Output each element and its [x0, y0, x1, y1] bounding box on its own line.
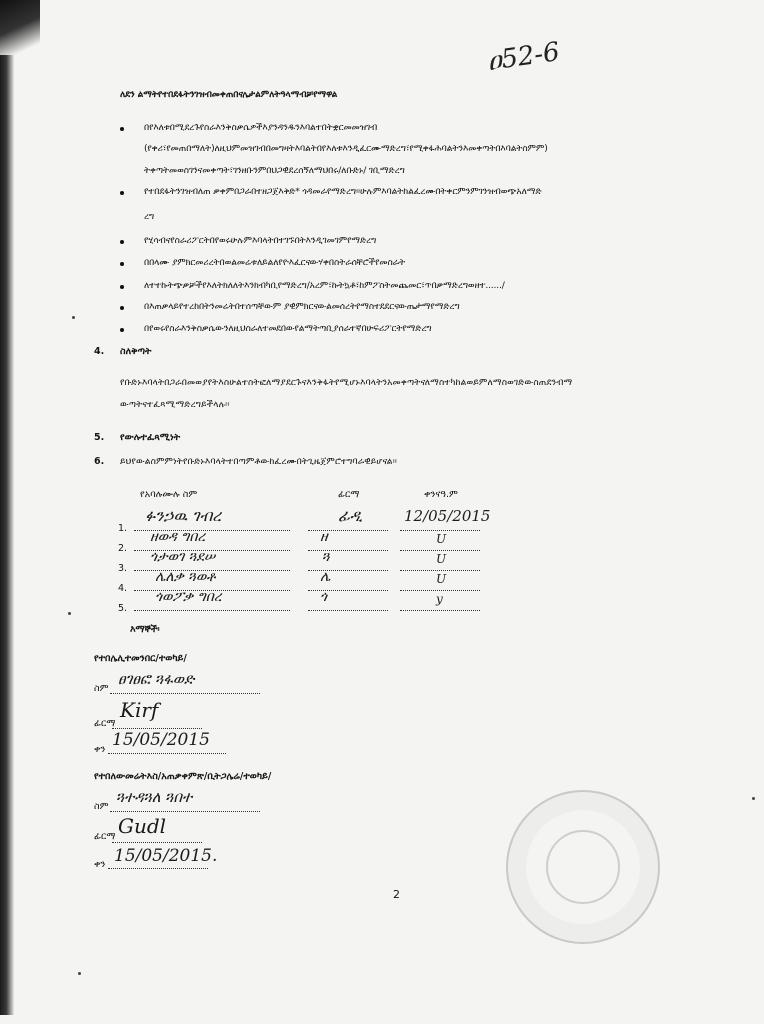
date-line	[400, 530, 480, 531]
stamp-inner-ring	[546, 830, 620, 904]
office-rep-date: 15/05/2015.	[114, 846, 218, 866]
date-line	[108, 753, 226, 754]
handwritten-page-marker: ዐ52-6	[485, 37, 562, 77]
office-rep-signature: Gudl	[118, 814, 167, 838]
bullet-text: በበላሙ ያምክርመሪረትበወልመሬቱለይልለየዮእፈርናውሃቀበስትራሰቸሮችየመስራት	[144, 257, 406, 268]
date-line	[400, 550, 480, 551]
bullet-text: የሂሳብናየስራሪፖርትበየወሩሁሉምእባላትበተገኙበትእንዲገመገምየማድረግ	[144, 235, 377, 246]
scan-speck	[72, 316, 75, 319]
date-line	[400, 590, 480, 591]
date-line	[400, 610, 480, 611]
member-signature: ጓ	[322, 549, 330, 565]
received-by-signature-label: ፊርማ	[94, 718, 116, 729]
office-rep-date-label: ቀን	[94, 859, 106, 870]
received-by-date: 15/05/2015	[112, 730, 210, 750]
signature-line	[112, 842, 202, 843]
scan-speck	[68, 612, 71, 615]
section-4-paragraph-cont: ውጣትናተፈጻሚማድረግይችላሉ፡፡	[120, 399, 230, 410]
member-name: ፉንኃዉ ገብረ	[145, 506, 222, 525]
signature-line	[308, 610, 388, 611]
bullet-text: የተበደፋትንገዝብለጠ ቃቀምበጋራበተዘጋጀእቅድ* ጎዳመራየማድረግ፡፡ሁሉምእባልትከልፈረሙበትቀርምንምገንዝብወጭአለማድ	[144, 186, 542, 197]
witnesses-label: እማኞች፡	[130, 624, 160, 635]
bullet-text: በየእለቱበሚደረጉየስራእንቅስቃሴዎችእያንዳንዱንእባልተበትቋርመመዝገብ	[144, 122, 378, 133]
office-rep-signature-label: ፊርማ	[94, 831, 116, 842]
member-date: U	[436, 532, 447, 546]
section-4-number: 4.	[94, 346, 105, 357]
table-row-number: 1.	[118, 523, 128, 534]
bullet-dot	[120, 191, 124, 195]
section-5-number: 5.	[94, 432, 105, 443]
section-5-title: የውሉተፈጻሚነት	[120, 432, 181, 443]
section-4-paragraph: የቡድኑእባላትበጋራበመወያየትእስሁልተስትፎለማያደርጉናእንቅፋትየሚሆኑእባላትንአመቀጣትናለማስተካከልወይምለማስወገድውስጠደንብማ	[120, 377, 573, 388]
bullet-dot	[120, 285, 124, 289]
member-name: ሌለቃ ጓወቶ	[155, 569, 216, 585]
member-signature: ጎ	[320, 589, 327, 605]
bullet-text-cont: ትቀጣትመወስገንናመቀጣት፣ገንዘቡንምበህጋዊደረሰኝለማህበሩ/ለቡድኑ/ ገቢማድረግ	[144, 165, 405, 176]
bullet-text: በየወሩየስራእንቅስቃሴውንለዚህስራለተመደበውየልማትጣቢያሰራተኛበሁፍሪፖርትየማድረግ	[144, 323, 432, 334]
intro-line: ለደን ልማትየተበደፋትንገዝብመቀጠበናሌታልምለትዓላማብቻየማዋል	[120, 89, 338, 100]
member-name: ዘወዳ ግበረ	[150, 529, 206, 545]
official-stamp	[506, 790, 660, 944]
scan-speck	[78, 972, 81, 975]
bullet-text-cont: ረግ	[144, 211, 155, 222]
office-rep-header: የተበለውመሬትእስ/አጠቃቀምጽ/ቢትጋሌሬ/ተወካይ/	[94, 771, 272, 782]
table-row-number: 3.	[118, 563, 128, 574]
member-date: y	[436, 592, 443, 606]
member-signature: ፊዲ	[338, 506, 363, 525]
date-line	[400, 570, 480, 571]
bullet-dot	[120, 262, 124, 266]
bullet-text-cont: (የቀሪ፣የመጠበማለት)ለዚህምመዝገብበመግዛትእባልትበየእለቱእንዲፈርሙማድረግ፣የሚቀፋሕባልትንእመቀጣትበእባልትስምም)	[144, 143, 548, 154]
signature-line	[308, 550, 388, 551]
received-by-name-label: ስም	[94, 683, 109, 694]
member-date: U	[436, 552, 447, 566]
bullet-dot	[120, 240, 124, 244]
member-signature: ዘ	[320, 529, 328, 545]
received-by-signature: Kirf	[120, 698, 159, 722]
table-row-number: 4.	[118, 583, 128, 594]
member-signature: ሌ	[320, 569, 331, 585]
section-6-text: ይህየውልስምምነትየቡድኑእባላትተበጣምቶውከፈረሙበትጊዜጀምሮተግባራዊይሆናል፡፡	[120, 456, 397, 467]
table-header-signature: ፊርማ	[338, 489, 360, 500]
scan-page-edge	[0, 55, 14, 1015]
bullet-text: ለተተኩትጭቃቻችየእለትክለለትእንክብካቢየማድረግ/አረም፣ኩትኳቶ፣ከምፖስትመጨመር፣ጥበቃማድረግወዘተ....../	[144, 280, 505, 291]
bullet-dot	[120, 306, 124, 310]
page-number: 2	[393, 888, 400, 901]
member-name: ጎታወገ ጓደሠ	[150, 549, 216, 565]
table-row-number: 2.	[118, 543, 128, 554]
section-4-title: ስለቅጣት	[120, 346, 152, 357]
table-row-number: 5.	[118, 603, 128, 614]
bullet-text: በእጠቃላይየተረከበትንመሬትበተሰጣቸውም ያዊምክርናውልመሰረትየማስተደደርናውጤታማየማድረግ	[144, 301, 460, 312]
received-by-name: ፀገፀፎ ጓፋወድ	[118, 670, 195, 688]
date-line	[108, 868, 208, 869]
office-rep-name-label: ስም	[94, 801, 109, 812]
signature-line	[112, 728, 202, 729]
scan-speck	[752, 797, 755, 800]
received-by-date-label: ቀን	[94, 744, 106, 755]
member-date: U	[436, 572, 447, 586]
table-header-name: የአባሉሙሉ ስም	[140, 489, 198, 500]
section-6-number: 6.	[94, 456, 105, 467]
received-by-header: የተበሌሊተመንበር/ተወካይ/	[94, 653, 187, 664]
bullet-dot	[120, 127, 124, 131]
name-line	[110, 693, 260, 694]
name-line	[110, 811, 260, 812]
name-line	[134, 610, 290, 611]
table-header-date: ቀንናዓ.ም	[424, 489, 458, 500]
office-rep-name: ጓተዳጓለ ጓበተ	[116, 788, 193, 806]
bullet-dot	[120, 328, 124, 332]
member-name: ጎወፖቃ ግበረ	[155, 589, 222, 605]
member-date: 12/05/2015	[404, 507, 491, 525]
